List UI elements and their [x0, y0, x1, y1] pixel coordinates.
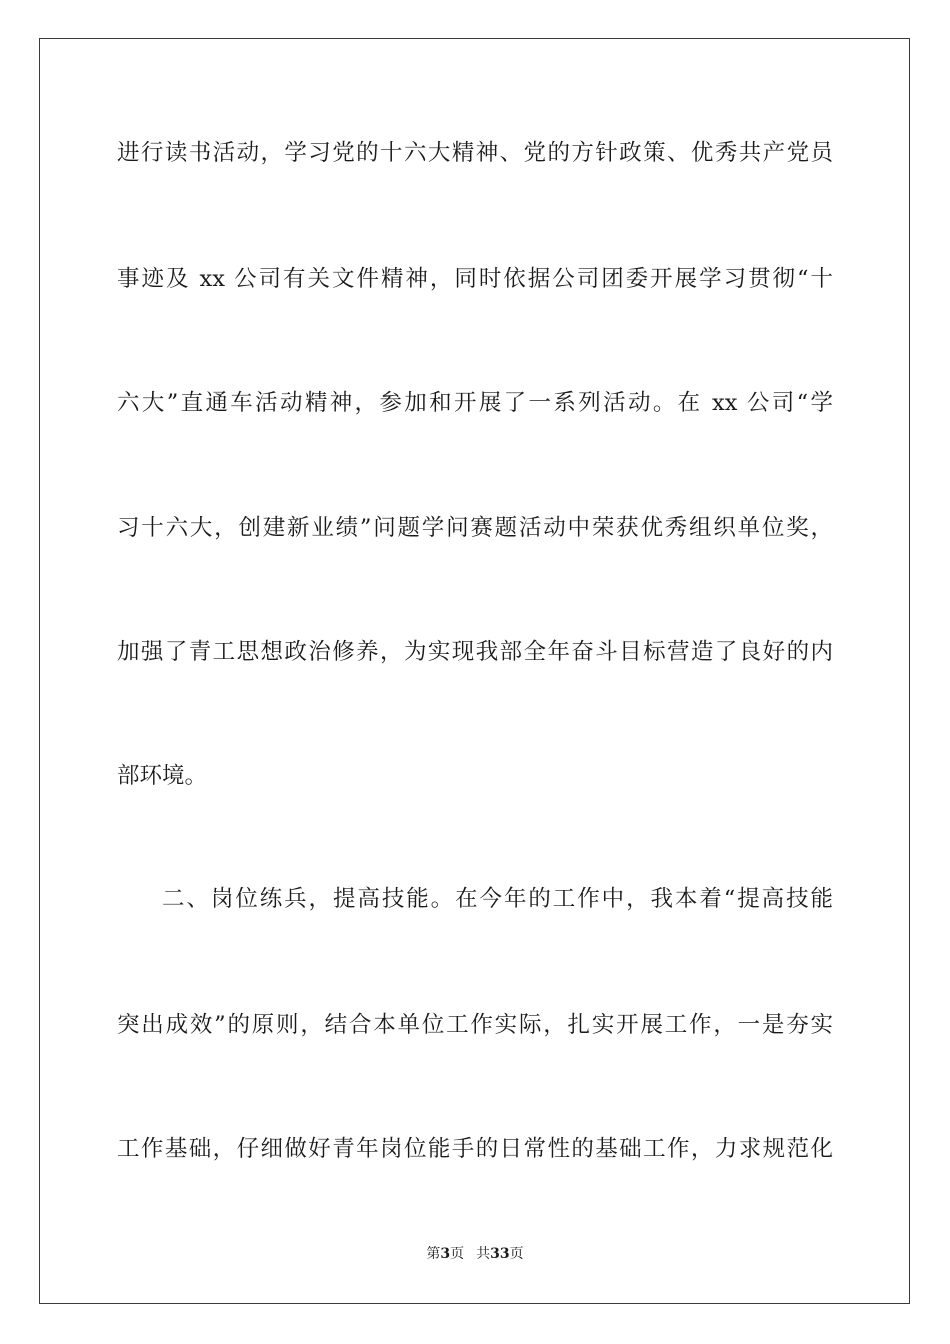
footer-page-number: 3 [440, 1246, 451, 1262]
footer-page-suffix: 页 [450, 1246, 465, 1262]
body-line-6: 部环境。 [117, 763, 208, 789]
body-line-2: 事迹及 xx 公司有关文件精神，同时依据公司团委开展学习贯彻“十 [117, 266, 833, 292]
body-line-9: 工作基础，仔细做好青年岗位能手的日常性的基础工作，力求规范化 [117, 1136, 833, 1162]
page-border [39, 38, 910, 1304]
body-line-3: 六大”直通车活动精神，参加和开展了一系列活动。在 xx 公司“学 [117, 390, 833, 416]
body-line-5: 加强了青工思想政治修养，为实现我部全年奋斗目标营造了良好的内 [117, 639, 833, 665]
footer-total-prefix: 共 [476, 1246, 491, 1262]
footer-page-prefix: 第 [426, 1246, 441, 1262]
footer-total-pages: 33 [490, 1246, 510, 1262]
body-line-4: 习十六大，创建新业绩”问题学问赛题活动中荣获优秀组织单位奖， [117, 515, 833, 541]
body-line-7: 二、岗位练兵，提高技能。在今年的工作中，我本着“提高技能 [162, 886, 833, 912]
body-line-1: 进行读书活动，学习党的十六大精神、党的方针政策、优秀共产党员 [117, 140, 833, 166]
body-line-8: 突出成效”的原则，结合本单位工作实际，扎实开展工作，一是夯实 [117, 1012, 833, 1038]
page-footer [0, 1245, 950, 1263]
footer-total-suffix: 页 [509, 1246, 524, 1262]
